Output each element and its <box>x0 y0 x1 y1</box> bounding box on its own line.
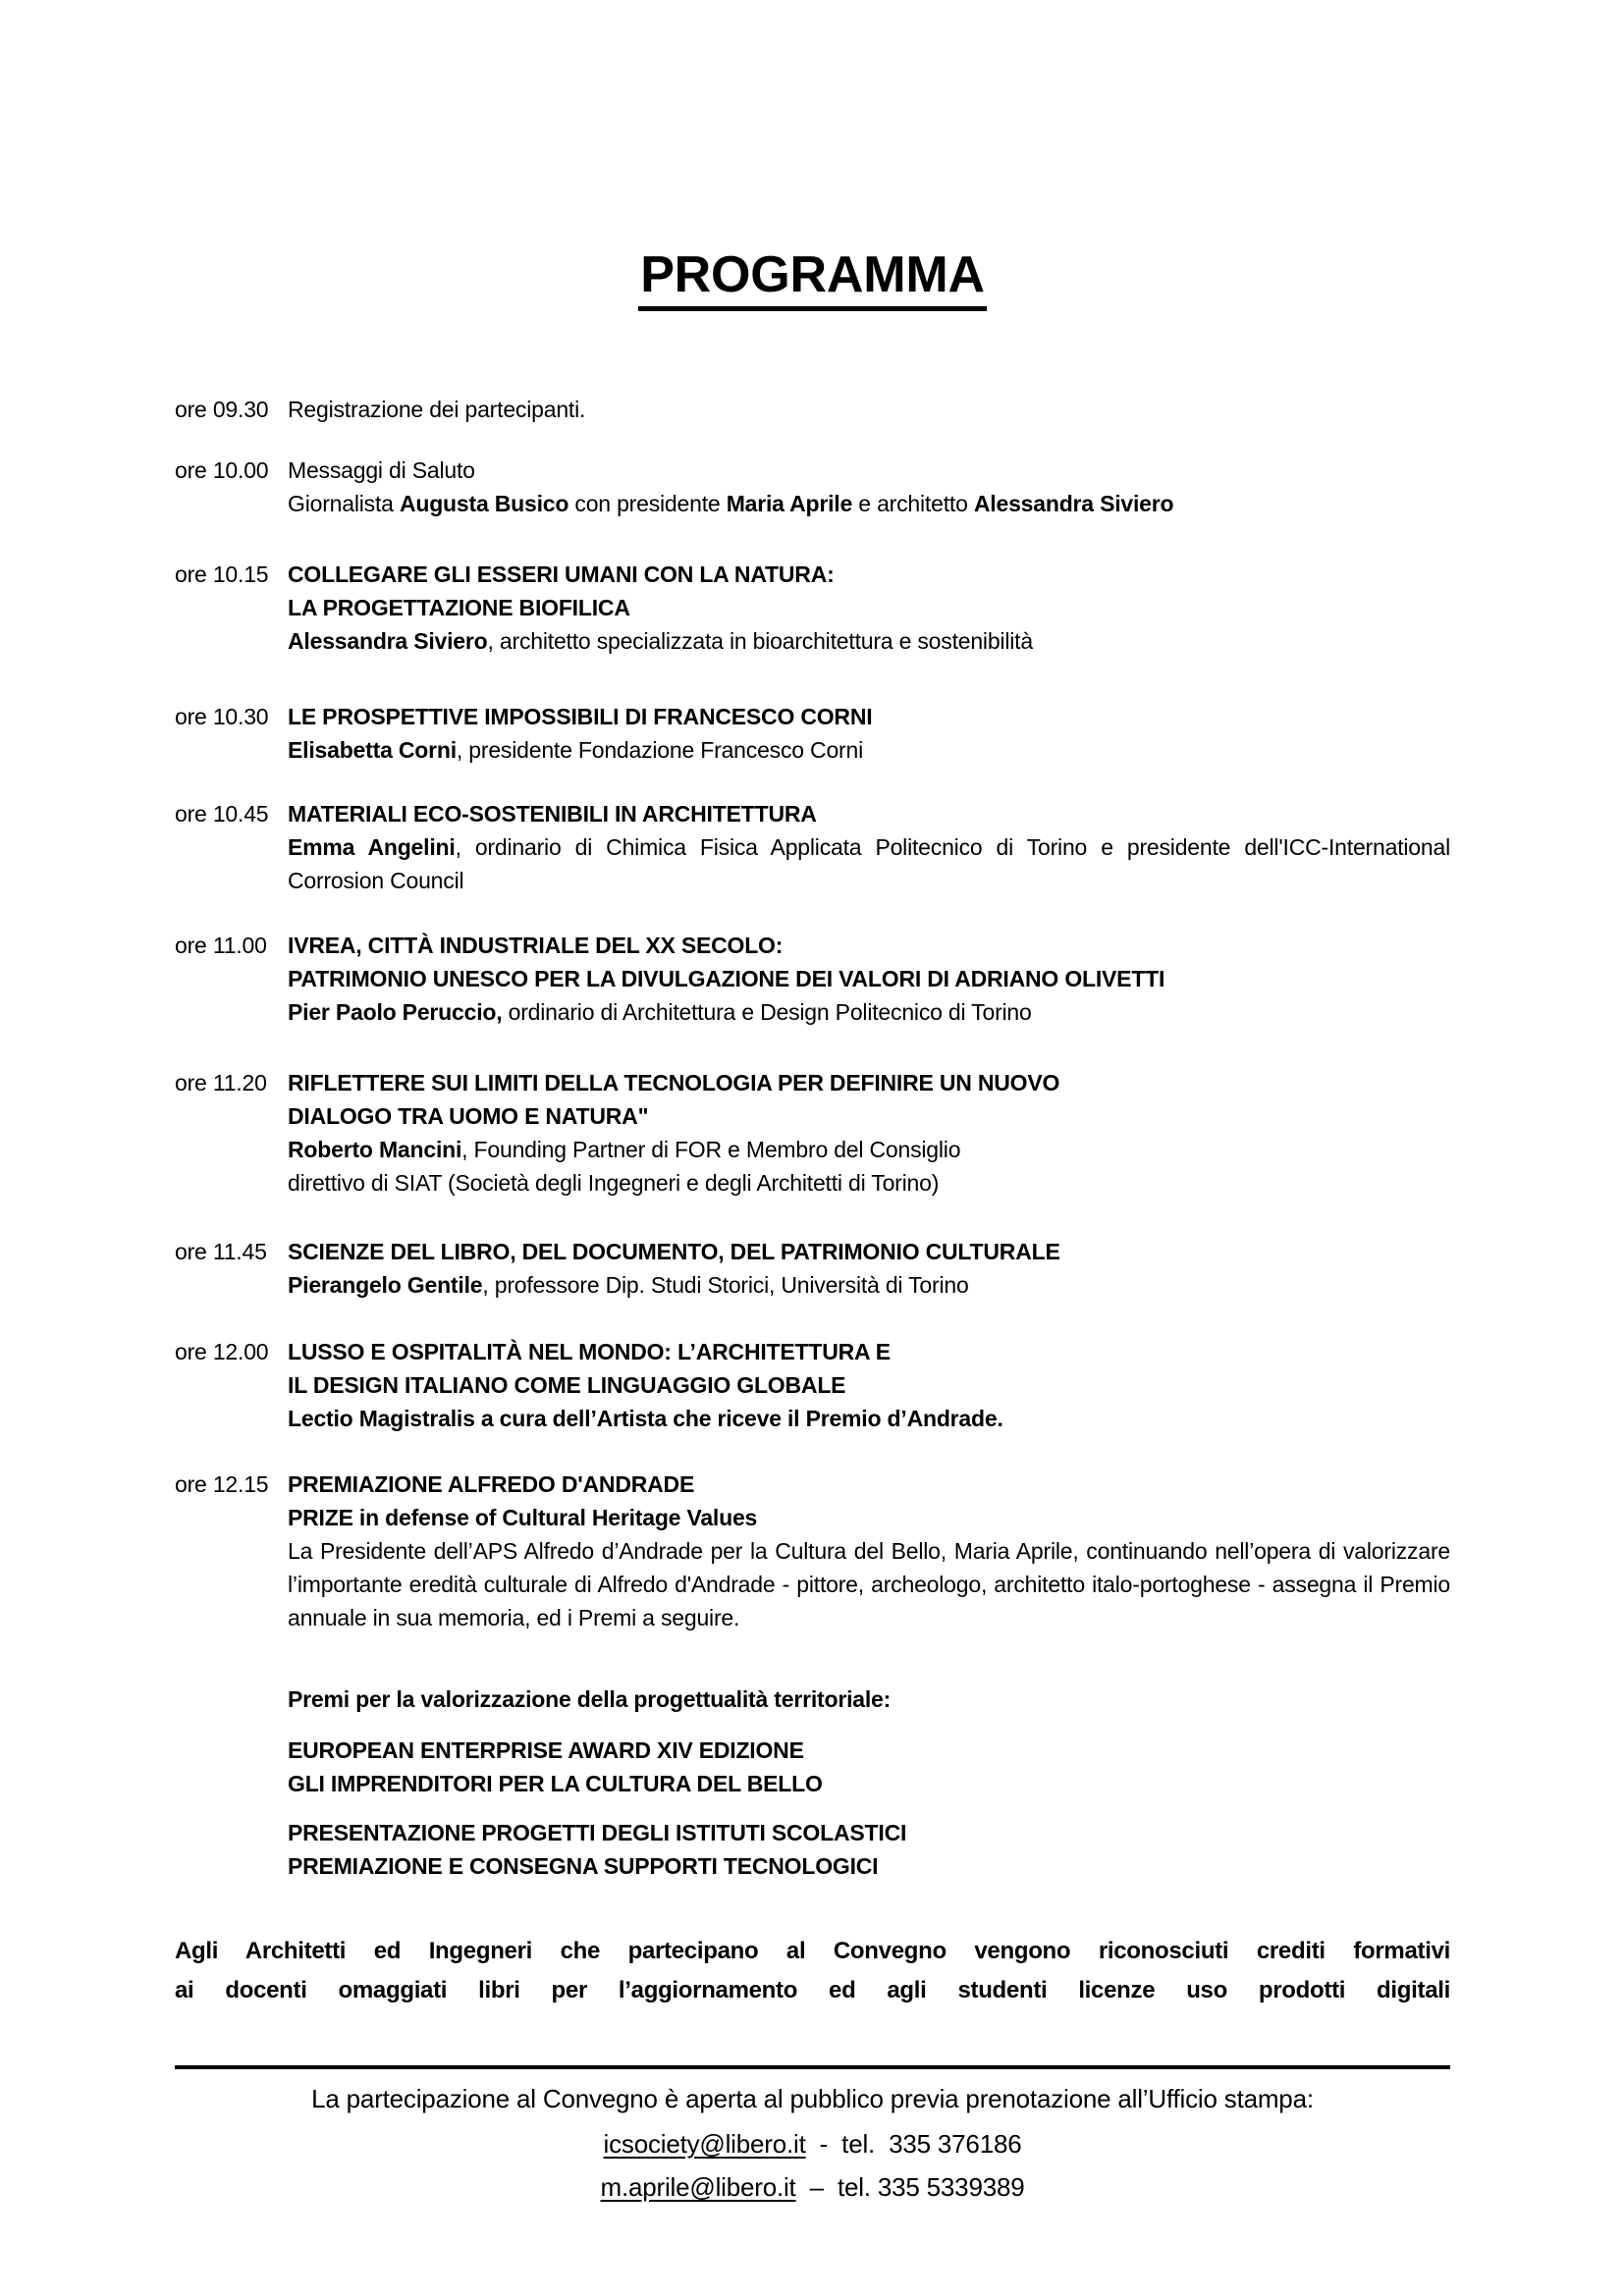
text-segment: MATERIALI ECO-SOSTENIBILI IN ARCHITETTURA <box>288 801 817 827</box>
entry-line <box>175 1066 1450 1099</box>
entry-line <box>175 797 1450 830</box>
text-segment: COLLEGARE GLI ESSERI UMANI CON LA NATURA: <box>288 561 835 587</box>
text-segment: , architetto specializzata in bioarchitettura e sostenibilità <box>487 628 1033 654</box>
entry-line <box>175 1682 1450 1716</box>
page-title-text: PROGRAMMA <box>638 246 987 311</box>
text-segment: Pier Paolo Peruccio, <box>288 999 503 1025</box>
text-segment: PRIZE in defense of Cultural Heritage Values <box>288 1505 758 1530</box>
text-segment: Messaggi di Saluto <box>288 457 475 483</box>
entry-line <box>175 454 1450 487</box>
text-segment: PRESENTAZIONE PROGETTI DEGLI ISTITUTI SCOLASTICI <box>288 1820 907 1845</box>
text-segment: DIALOGO TRA UOMO E NATURA" <box>288 1103 649 1129</box>
text-segment: , ordinario di Chimica Fisica Applicata Politecnico di Torino e presidente dell'ICC-International Corrosion Council <box>288 834 1450 893</box>
text-segment: Elisabetta Corni <box>288 737 457 763</box>
schedule-entry <box>175 1468 1450 1634</box>
contact-tel: – tel. 335 5339389 <box>795 2172 1025 2202</box>
text-segment: Alessandra Siviero <box>973 491 1174 516</box>
entry-time: ore 11.00 <box>175 933 267 958</box>
entry-line <box>175 558 1450 591</box>
entry-time: ore 10.30 <box>175 704 269 729</box>
text-segment: ordinario di Architettura e Design Politecnico di Torino <box>502 999 1032 1025</box>
contact-tel: - tel. 335 376186 <box>805 2129 1022 2159</box>
divider <box>175 2065 1450 2069</box>
schedule-entry <box>175 1235 1450 1302</box>
schedule-entry <box>175 700 1450 767</box>
entry-line <box>175 1133 1450 1166</box>
entry-line <box>175 1767 1450 1800</box>
contact-line <box>175 2122 1450 2165</box>
page-title <box>175 247 1450 302</box>
text-segment: , Founding Partner di FOR e Membro del Consiglio <box>461 1137 961 1162</box>
text-segment: Maria Aprile <box>726 491 853 516</box>
entry-line <box>175 1534 1450 1634</box>
closing-statement <box>175 1932 1450 2010</box>
text-segment: Augusta Busico <box>399 491 569 516</box>
text-segment: , professore Dip. Studi Storici, Università di Torino <box>482 1272 969 1298</box>
text-segment: IVREA, CITTÀ INDUSTRIALE DEL XX SECOLO: <box>288 933 784 958</box>
schedule-entry <box>175 558 1450 658</box>
entry-line <box>175 733 1450 767</box>
text-segment: Registrazione dei partecipanti. <box>288 397 586 422</box>
entry-line <box>175 1335 1450 1368</box>
text-segment: Pierangelo Gentile <box>288 1272 483 1298</box>
text-segment: Giornalista <box>288 491 400 516</box>
entry-line <box>175 830 1450 897</box>
entry-line <box>175 1368 1450 1402</box>
entry-time: ore 10.45 <box>175 801 269 827</box>
entry-line <box>175 1501 1450 1534</box>
text-segment: Alessandra Siviero <box>288 628 488 654</box>
schedule-entry <box>175 1335 1450 1435</box>
text-segment: PATRIMONIO UNESCO PER LA DIVULGAZIONE DEI VALORI DI ADRIANO OLIVETTI <box>288 966 1165 991</box>
entry-time: ore 12.00 <box>175 1339 269 1364</box>
text-segment: Roberto Mancini <box>288 1137 462 1162</box>
entry-line <box>175 1816 1450 1849</box>
text-segment: EUROPEAN ENTERPRISE AWARD XIV EDIZIONE <box>288 1737 804 1763</box>
text-segment: LUSSO E OSPITALITÀ NEL MONDO: L’ARCHITETTURA E <box>288 1339 891 1364</box>
schedule-entry <box>175 1682 1450 1716</box>
text-segment: Emma Angelini <box>288 834 456 860</box>
schedule-entry <box>175 454 1450 520</box>
text-segment: PREMIAZIONE ALFREDO D'ANDRADE <box>288 1471 695 1497</box>
text-segment: La Presidente dell’APS Alfredo d’Andrade per la Cultura del Bello, Maria Aprile, continuando nell’opera di valorizzare l’importante eredità culturale di Alfredo d'Andrade - pittore, archeologo, architetto italo-portoghese - assegna il Premio annuale in sua memoria, ed i Premi a seguire. <box>288 1538 1450 1630</box>
entry-time: ore 11.20 <box>175 1070 267 1095</box>
email-link[interactable]: icsociety@libero.it <box>603 2129 806 2159</box>
footer-note: La partecipazione al Convegno è aperta al pubblico previa prenotazione all’Ufficio stampa: <box>311 2084 1314 2113</box>
entry-line <box>175 393 1450 426</box>
entry-time: ore 10.00 <box>175 457 269 483</box>
closing-line: Agli Architetti ed Ingegneri che partecipano al Convegno vengono riconosciuti crediti formativi <box>175 1938 1450 1964</box>
text-segment: Lectio Magistralis a cura dell’Artista che riceve il Premio d’Andrade. <box>288 1406 1003 1431</box>
text-segment: SCIENZE DEL LIBRO, DEL DOCUMENTO, DEL PATRIMONIO CULTURALE <box>288 1239 1060 1264</box>
schedule-entry <box>175 1816 1450 1883</box>
entry-line <box>175 624 1450 658</box>
entry-line <box>175 591 1450 624</box>
entry-line <box>175 1468 1450 1501</box>
text-segment: LE PROSPETTIVE IMPOSSIBILI DI FRANCESCO CORNI <box>288 704 873 729</box>
entry-line <box>175 1734 1450 1767</box>
entry-line <box>175 1099 1450 1133</box>
entry-line <box>175 700 1450 733</box>
entry-line <box>175 1166 1450 1200</box>
closing-line: ai docenti omaggiati libri per l’aggiornamento ed agli studenti licenze uso prodotti digitali <box>175 1977 1450 2003</box>
text-segment: RIFLETTERE SUI LIMITI DELLA TECNOLOGIA PER DEFINIRE UN NUOVO <box>288 1070 1060 1095</box>
email-link[interactable]: m.aprile@libero.it <box>600 2172 796 2202</box>
text-segment: con presidente <box>568 491 727 516</box>
entry-time: ore 11.45 <box>175 1239 267 1264</box>
schedule-entry <box>175 393 1450 426</box>
text-segment: LA PROGETTAZIONE BIOFILICA <box>288 595 630 620</box>
schedule <box>175 393 1450 1883</box>
entry-line <box>175 1235 1450 1268</box>
text-segment: , presidente Fondazione Francesco Corni <box>456 737 864 763</box>
entry-time: ore 09.30 <box>175 397 269 422</box>
entry-line <box>175 929 1450 962</box>
entry-line <box>175 962 1450 995</box>
text-segment: Premi per la valorizzazione della progettualità territoriale: <box>288 1686 892 1712</box>
entry-time: ore 10.15 <box>175 561 269 587</box>
schedule-entry <box>175 797 1450 897</box>
contact-list <box>175 2122 1450 2209</box>
entry-line <box>175 995 1450 1029</box>
text-segment: IL DESIGN ITALIANO COME LINGUAGGIO GLOBALE <box>288 1372 846 1398</box>
text-segment: e architetto <box>852 491 974 516</box>
text-segment: PREMIAZIONE E CONSEGNA SUPPORTI TECNOLOGICI <box>288 1853 879 1879</box>
entry-line <box>175 1268 1450 1302</box>
entry-line <box>175 487 1450 520</box>
schedule-entry <box>175 1066 1450 1200</box>
entry-line <box>175 1402 1450 1435</box>
contact-line <box>175 2165 1450 2209</box>
entry-line <box>175 1849 1450 1883</box>
text-segment: GLI IMPRENDITORI PER LA CULTURA DEL BELLO <box>288 1771 823 1796</box>
text-segment: direttivo di SIAT (Società degli Ingegneri e degli Architetti di Torino) <box>288 1170 940 1196</box>
schedule-entry <box>175 929 1450 1029</box>
schedule-entry <box>175 1734 1450 1800</box>
entry-time: ore 12.15 <box>175 1471 269 1497</box>
